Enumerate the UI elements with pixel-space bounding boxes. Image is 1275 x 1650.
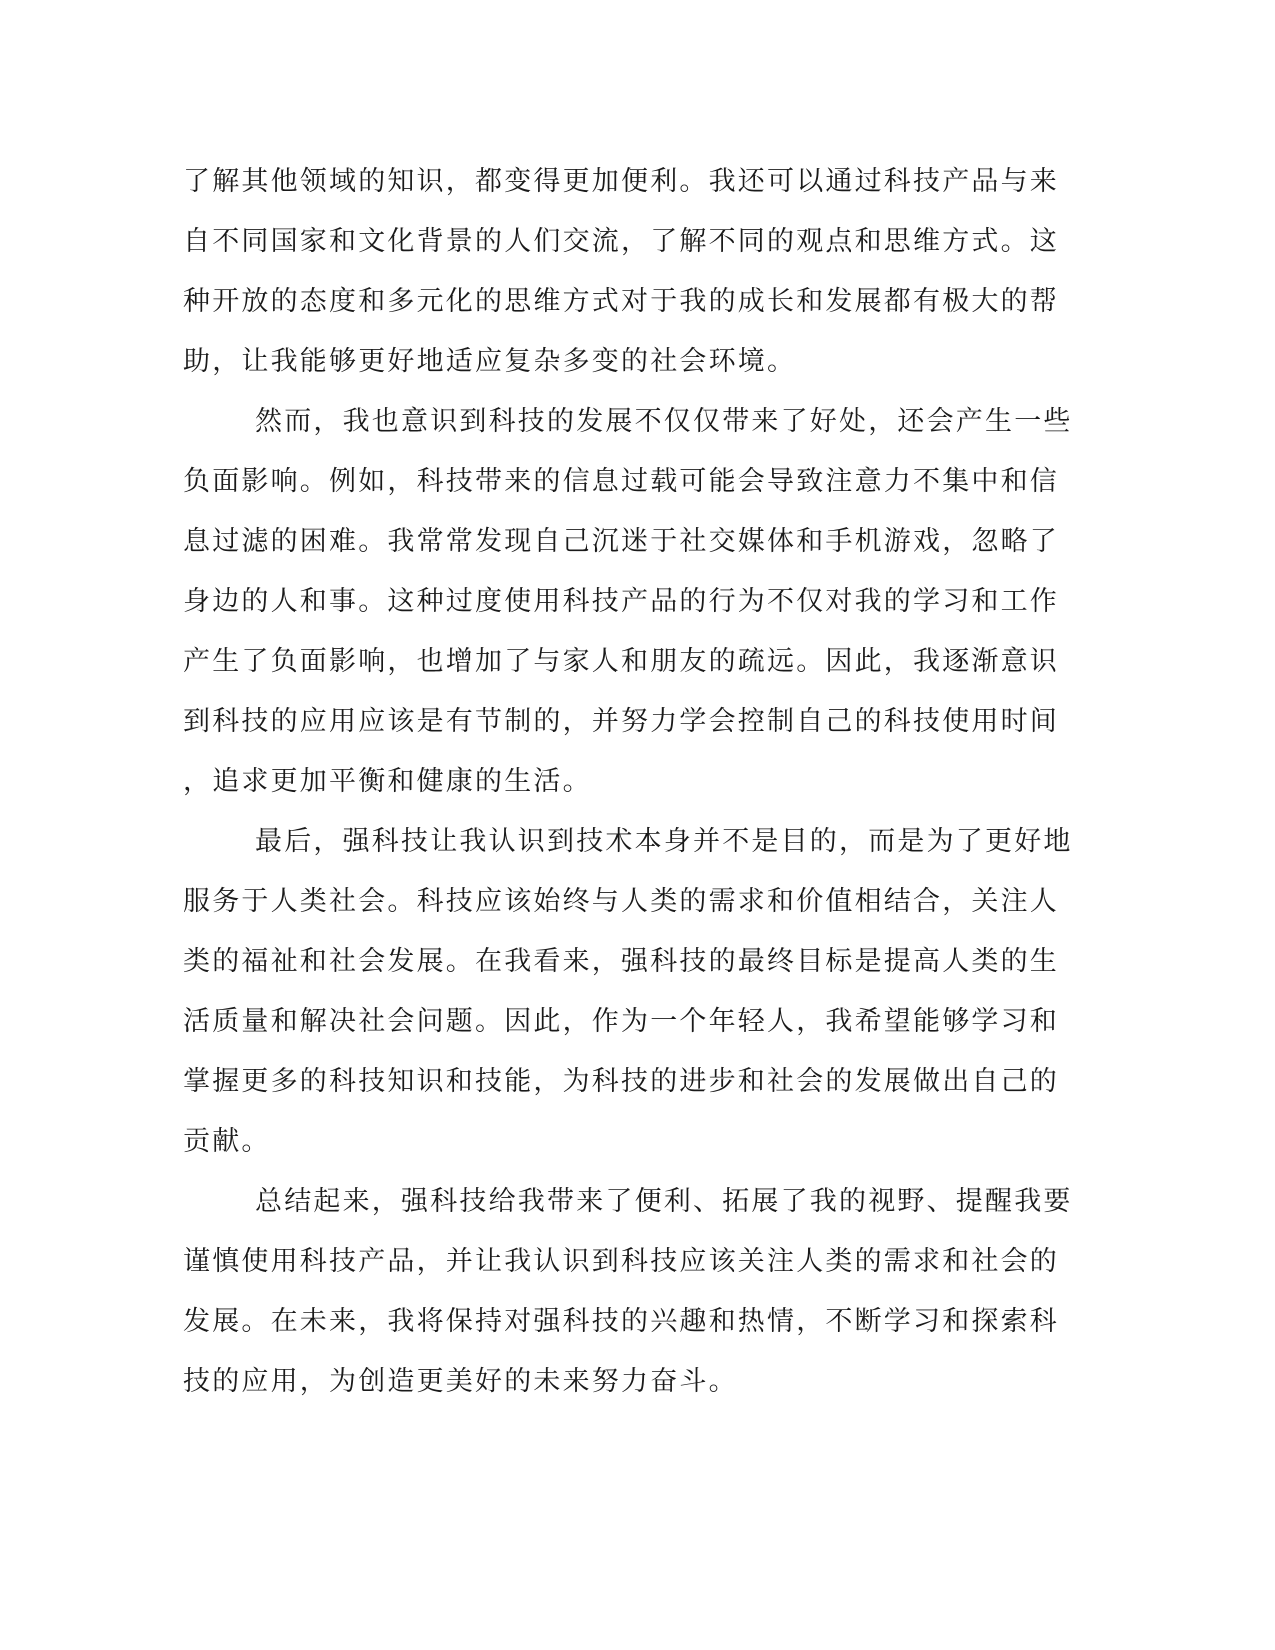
paragraph-3 xyxy=(183,812,1073,1172)
text-line: 了解其他领域的知识，都变得更加便利。我还可以通过科技产品与来 xyxy=(183,166,1059,197)
text-line: 种开放的态度和多元化的思维方式对于我的成长和发展都有极大的帮 xyxy=(183,286,1059,317)
text-line: 到科技的应用应该是有节制的，并努力学会控制自己的科技使用时间 xyxy=(183,706,1059,737)
text-line: 发展。在未来，我将保持对强科技的兴趣和热情，不断学习和探索科 xyxy=(183,1306,1059,1337)
text-line: 身边的人和事。这种过度使用科技产品的行为不仅对我的学习和工作 xyxy=(183,586,1059,617)
text-line: 技的应用，为创造更美好的未来努力奋斗。 xyxy=(183,1366,738,1397)
text-line: 贡献。 xyxy=(183,1126,271,1157)
text-line: 最后，强科技让我认识到技术本身并不是目的，而是为了更好地 xyxy=(255,826,1073,857)
text-line: 谨慎使用科技产品，并让我认识到科技应该关注人类的需求和社会的 xyxy=(183,1246,1059,1277)
text-line: 负面影响。例如，科技带来的信息过载可能会导致注意力不集中和信 xyxy=(183,466,1059,497)
text-line: 掌握更多的科技知识和技能，为科技的进步和社会的发展做出自己的 xyxy=(183,1066,1059,1097)
text-line: 自不同国家和文化背景的人们交流，了解不同的观点和思维方式。这 xyxy=(183,226,1059,257)
text-line: 息过滤的困难。我常常发现自己沉迷于社交媒体和手机游戏，忽略了 xyxy=(183,526,1059,557)
paragraph-4 xyxy=(183,1172,1073,1412)
text-line: 类的福祉和社会发展。在我看来，强科技的最终目标是提高人类的生 xyxy=(183,946,1059,977)
text-line: 活质量和解决社会问题。因此，作为一个年轻人，我希望能够学习和 xyxy=(183,1006,1059,1037)
text-line: 服务于人类社会。科技应该始终与人类的需求和价值相结合，关注人 xyxy=(183,886,1059,917)
paragraph-1 xyxy=(183,152,1059,392)
paragraph-2 xyxy=(183,392,1073,812)
text-line: 总结起来，强科技给我带来了便利、拓展了我的视野、提醒我要 xyxy=(255,1186,1073,1217)
text-line: 助，让我能够更好地适应复杂多变的社会环境。 xyxy=(183,346,797,377)
text-line: 然而，我也意识到科技的发展不仅仅带来了好处，还会产生一些 xyxy=(255,406,1073,437)
text-line: ，追求更加平衡和健康的生活。 xyxy=(183,766,592,797)
document-body xyxy=(183,152,1073,1412)
text-line: 产生了负面影响，也增加了与家人和朋友的疏远。因此，我逐渐意识 xyxy=(183,646,1059,677)
